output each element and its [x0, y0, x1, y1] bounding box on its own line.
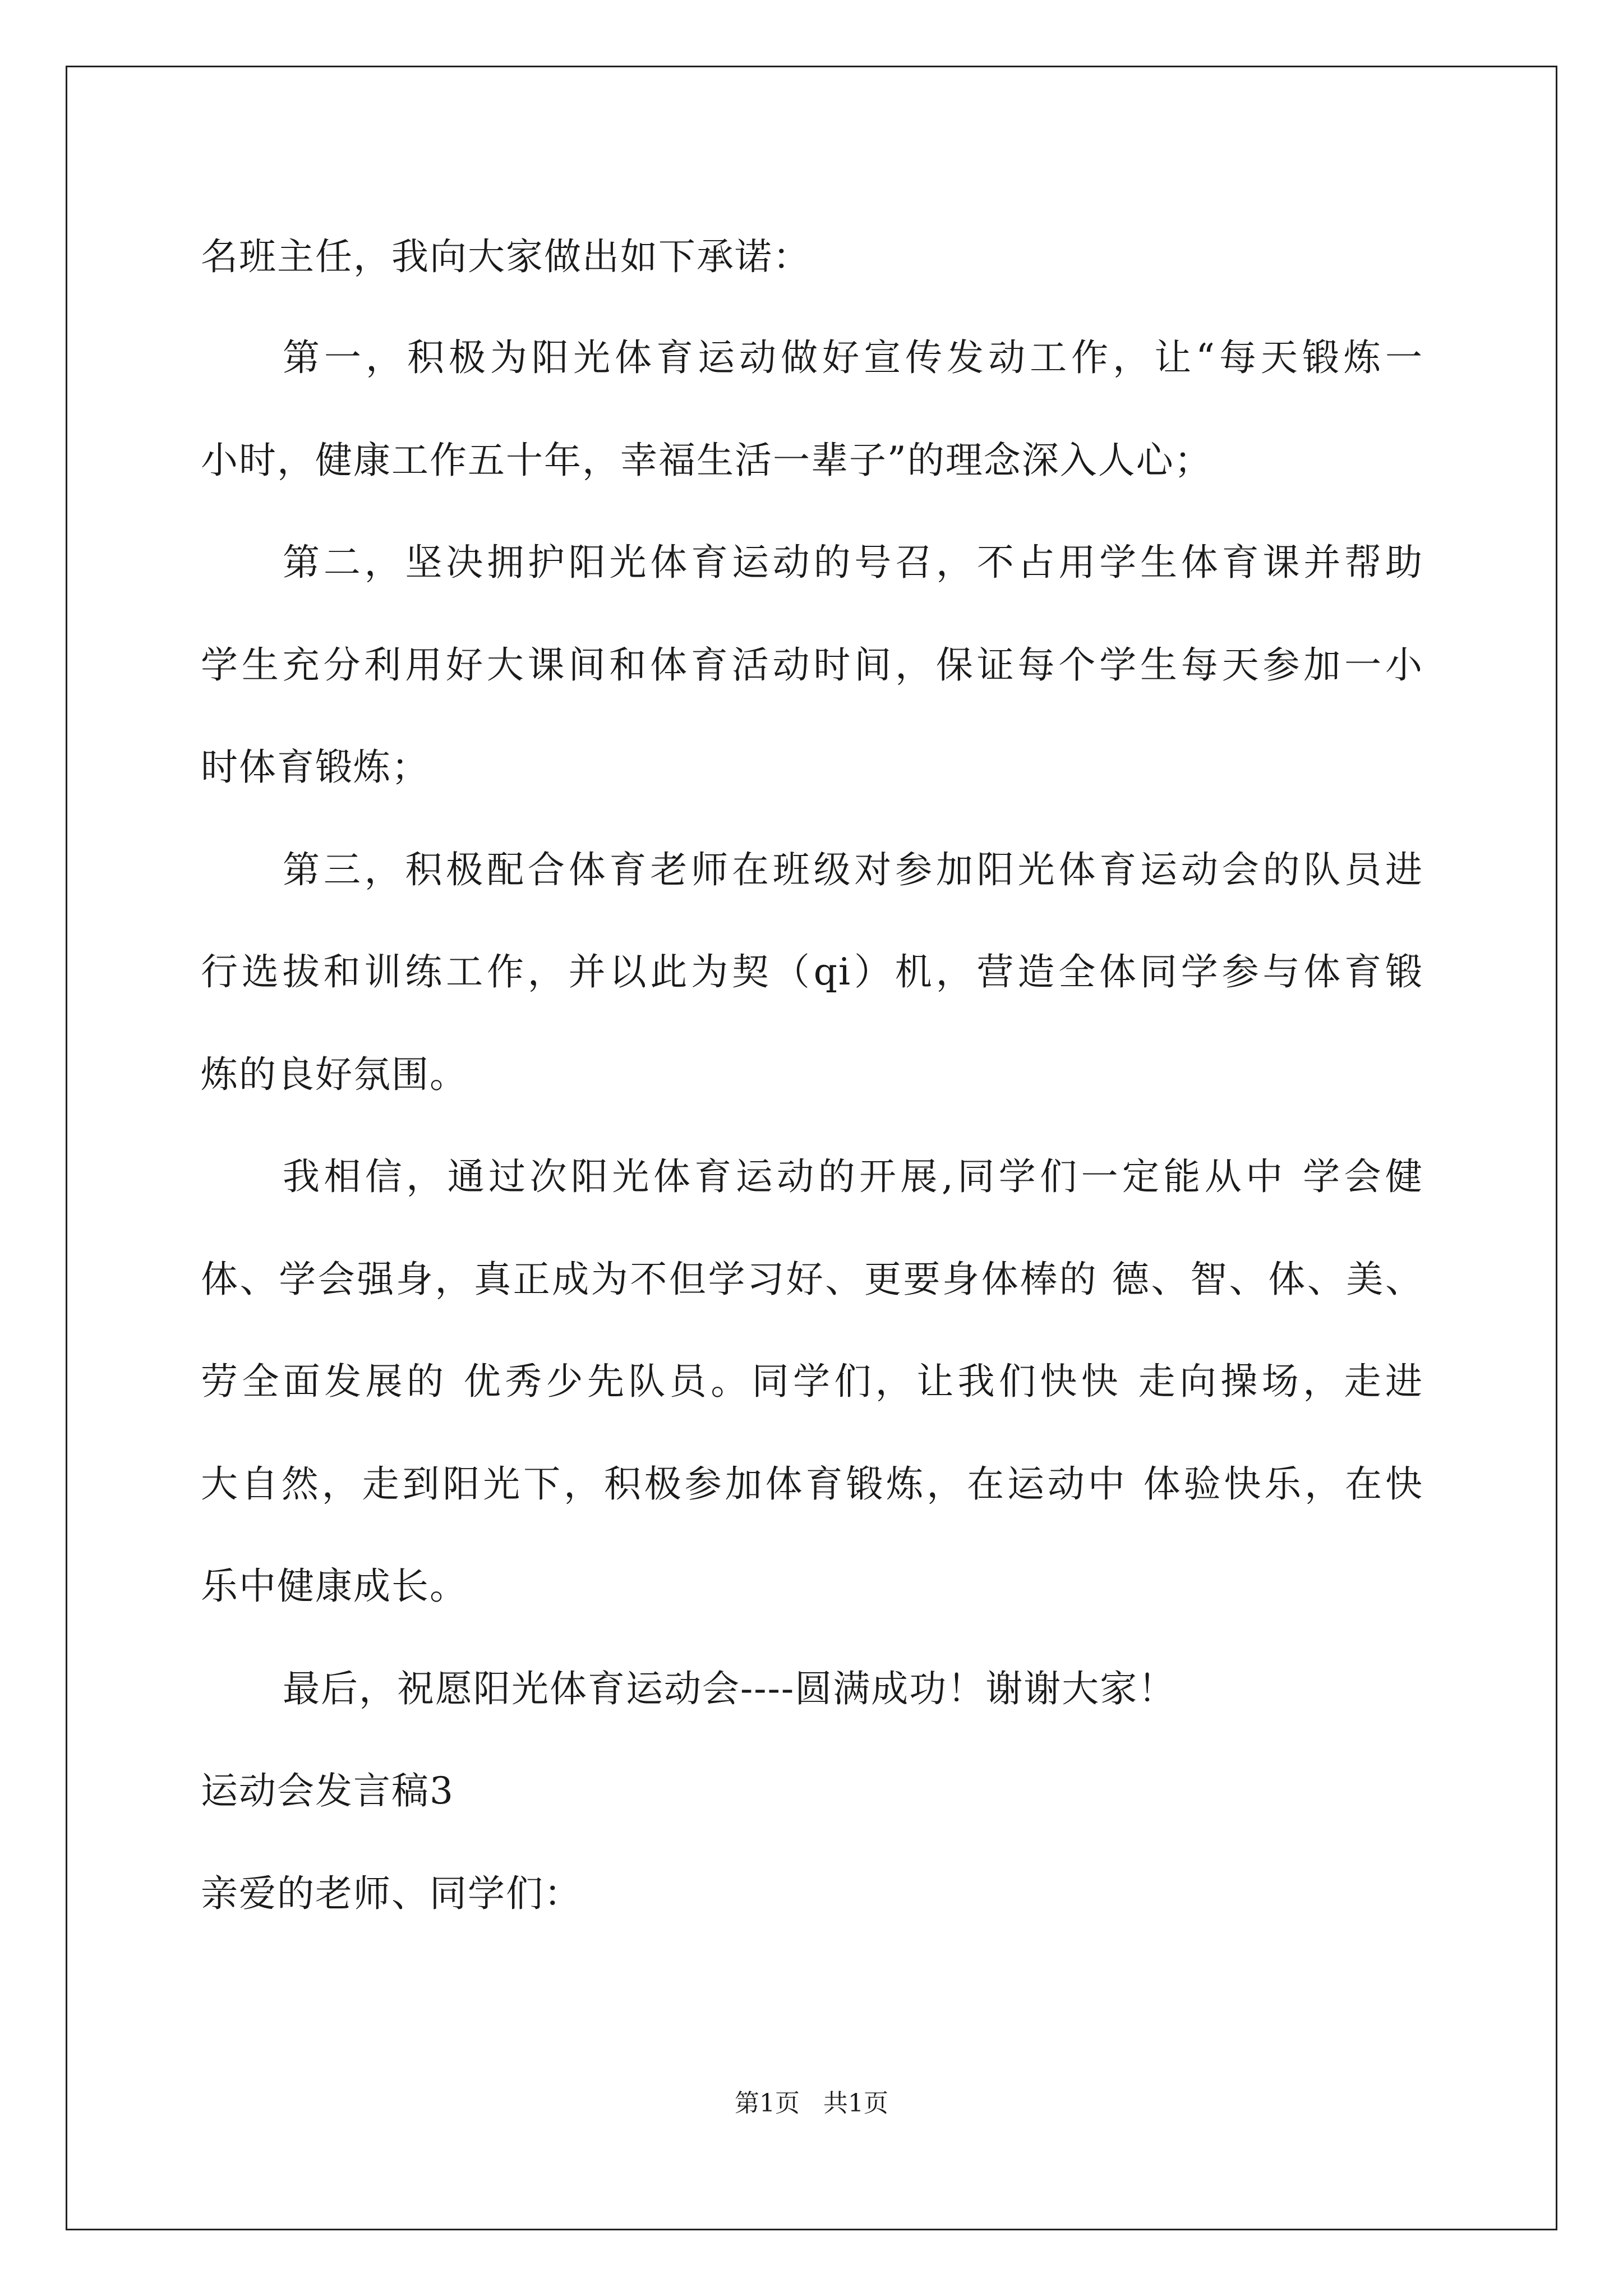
text-line-4: 第二，坚决拥护阳光体育运动的号召，不占用学生体育课并帮助 — [283, 541, 1423, 584]
text-line-15: 最后，祝愿阳光体育运动会----圆满成功！谢谢大家！ — [283, 1667, 1177, 1710]
text-line-2: 第一，积极为阳光体育运动做好宣传发动工作，让“每天锻炼一 — [283, 336, 1423, 379]
page-footer: 第1页 共1页 — [735, 2089, 888, 2118]
text-line-14: 乐中健康成长。 — [201, 1565, 468, 1608]
section-heading: 运动会发言稿3 — [201, 1769, 454, 1812]
text-line-10: 我相信，通过次阳光体育运动的开展,同学们一定能从中 学会健 — [283, 1155, 1423, 1198]
text-line-17: 亲爱的老师、同学们： — [201, 1872, 582, 1915]
text-line-3: 小时，健康工作五十年，幸福生活一辈子”的理念深入人心； — [201, 439, 1212, 482]
text-line-12: 劳全面发展的 优秀少先队员。同学们，让我们快快 走向操场，走进 — [201, 1360, 1423, 1403]
text-line-6: 时体育锻炼； — [201, 746, 430, 789]
text-line-9: 炼的良好氛围。 — [201, 1053, 468, 1096]
text-line-7: 第三，积极配合体育老师在班级对参加阳光体育运动会的队员进 — [283, 848, 1423, 891]
text-line-13: 大自然，走到阳光下，积极参加体育锻炼，在运动中 体验快乐，在快 — [201, 1462, 1423, 1506]
text-line-11: 体、学会强身，真正成为不但学习好、更要身体棒的 德、智、体、美、 — [201, 1258, 1423, 1301]
text-line-1: 名班主任，我向大家做出如下承诺： — [201, 235, 811, 278]
text-line-8: 行选拔和训练工作，并以此为契（qi）机，营造全体同学参与体育锻 — [201, 950, 1423, 993]
text-line-5: 学生充分利用好大课间和体育活动时间，保证每个学生每天参加一小 — [201, 643, 1423, 687]
